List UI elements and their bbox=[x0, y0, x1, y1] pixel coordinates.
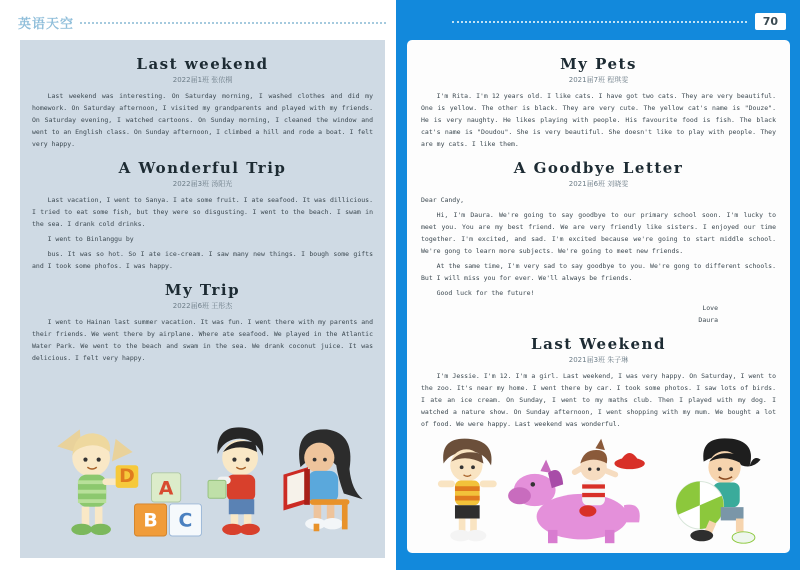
essay-title-last-weekend: Last weekend bbox=[136, 55, 269, 73]
essay-title-goodbye-letter: A Goodbye Letter bbox=[513, 159, 684, 177]
essay-paragraph: I went to Hainan last summer vacation. It was fun. I went there with my parents and their friends. We went there by airplane. Where ate seafood. We played in the Atlantic Water Park. We went to the beach and swam in the sea. We drank coconut juice. It was delicious. I felt very happy. bbox=[32, 318, 373, 362]
essay-byline: 2022届3班 汤阳光 bbox=[172, 180, 233, 188]
letter-paragraph: Good luck for the future! bbox=[436, 289, 535, 297]
kids-blocks-reading-illustration bbox=[30, 420, 371, 552]
essay-byline: 2021届7班 程琪雯 bbox=[568, 76, 629, 84]
essay-paragraph: I went to Binlanggu by bbox=[47, 235, 134, 243]
essay-byline: 2021届6班 刘晓雯 bbox=[568, 180, 629, 188]
left-page bbox=[0, 0, 396, 570]
right-page-header bbox=[452, 13, 786, 30]
right-content-card bbox=[407, 40, 790, 553]
abc-blocks bbox=[135, 473, 202, 536]
essay-paragraph: I'm Rita. I'm 12 years old. I like cats. I have got two cats. They are very beautiful. One is yellow. The other is black. They are very cute. The yellow cat's name is "Douze". He is very naughty. He likes playing with people. His favourite food is fish. The black cat's name is "Doudou". She is very beautiful. She doesn't like to play with people. They are my cats. I like them. bbox=[421, 92, 776, 148]
girl-reading-figure bbox=[283, 429, 362, 531]
block-letter-c: C bbox=[178, 510, 193, 532]
boy-with-block-figure bbox=[208, 427, 263, 535]
letter-paragraph: At the same time, I'm very sad to say goodbye to you. We're gong to different schools. But I will miss you for ever. We'll always be friends. bbox=[421, 262, 776, 282]
page-number-badge: 70 bbox=[755, 13, 786, 30]
boy-with-beachball-figure bbox=[676, 438, 761, 543]
waving-boy-figure bbox=[438, 439, 497, 542]
block-letter-held: D bbox=[119, 466, 135, 488]
essay-byline: 2021届3班 朱子琳 bbox=[568, 356, 629, 364]
essay-paragraph: bus. It was so hot. So I ate ice-cream. I saw many new things. I bough some gifts and I took some phofos. I was happy. bbox=[32, 250, 373, 270]
essay-title-my-pets: My Pets bbox=[560, 55, 637, 73]
letter-signature-love: Love bbox=[702, 304, 718, 312]
magazine-title: 英语天空 bbox=[18, 17, 75, 32]
letter-signature-name: Daura bbox=[698, 316, 718, 324]
block-letter-a: A bbox=[158, 478, 174, 500]
essay-title-my-trip: My Trip bbox=[164, 281, 241, 299]
block-letter-b: B bbox=[143, 510, 158, 532]
essay-paragraph: Last vacation, I went to Sanya. I ate some fruit. I ate seafood. It was dillicious. I tried to eat some fish, but they were so disgusting. I went to the beach. I swam in the sea. I drank cold drinks. bbox=[32, 196, 373, 228]
kids-horse-ball-illustration bbox=[417, 435, 772, 547]
letter-paragraph: Hi, I'm Daura. We're going to say goodbye to our primary school soon. I'm lucky to meet you. You are my best friend. We are very friendly like sisters. I enjoyed our time together. I'm excited, and sad. I'm excited because we're going to start middle school. We're gong to learn more subjects. We're going to meet new friends. bbox=[421, 211, 776, 255]
essay-byline: 2022届6班 王彤杰 bbox=[172, 302, 233, 310]
left-page-header bbox=[18, 13, 386, 32]
girl-with-block-figure bbox=[57, 429, 138, 535]
essay-title-last-weekend-right: Last Weekend bbox=[531, 335, 666, 353]
girl-on-rocking-horse-figure bbox=[508, 439, 645, 543]
left-content-panel bbox=[20, 40, 385, 558]
essay-paragraph: I'm Jessie. I'm 12. I'm a girl. Last weekend, I was very happy. On Saturday, I went to the zoo. It's near my home. I went there by car. I took some photos. I saw lots of birds. I ate an ice cream. On Sunday, I went to my maths club. Then I played with my dog. I watched a nature show. On Sunday afternoon, I went shopping with my mum. We bought a lot of food. We were happy. Last weekend was wonderful. bbox=[421, 372, 776, 428]
header-dotted-line bbox=[452, 21, 747, 23]
essay-paragraph: Last weekend was interesting. On Saturday morning, I washed clothes and did my homework. On Saturday afternoon, I visited my grandparents and played with my friends. On Saturday evening, I watched cartoons. On Sunday morning, I cleaned the window and went to an English class. On Sunday afternoon, I climbed a hill and rode a boat. I felt very happy. bbox=[32, 92, 373, 148]
essay-byline: 2022届1班 张依桐 bbox=[172, 76, 233, 84]
header-dotted-line bbox=[80, 22, 386, 24]
essay-title-wonderful-trip: A Wonderful Trip bbox=[118, 159, 287, 177]
right-page bbox=[396, 0, 800, 570]
letter-salutation: Dear Candy, bbox=[421, 196, 465, 204]
